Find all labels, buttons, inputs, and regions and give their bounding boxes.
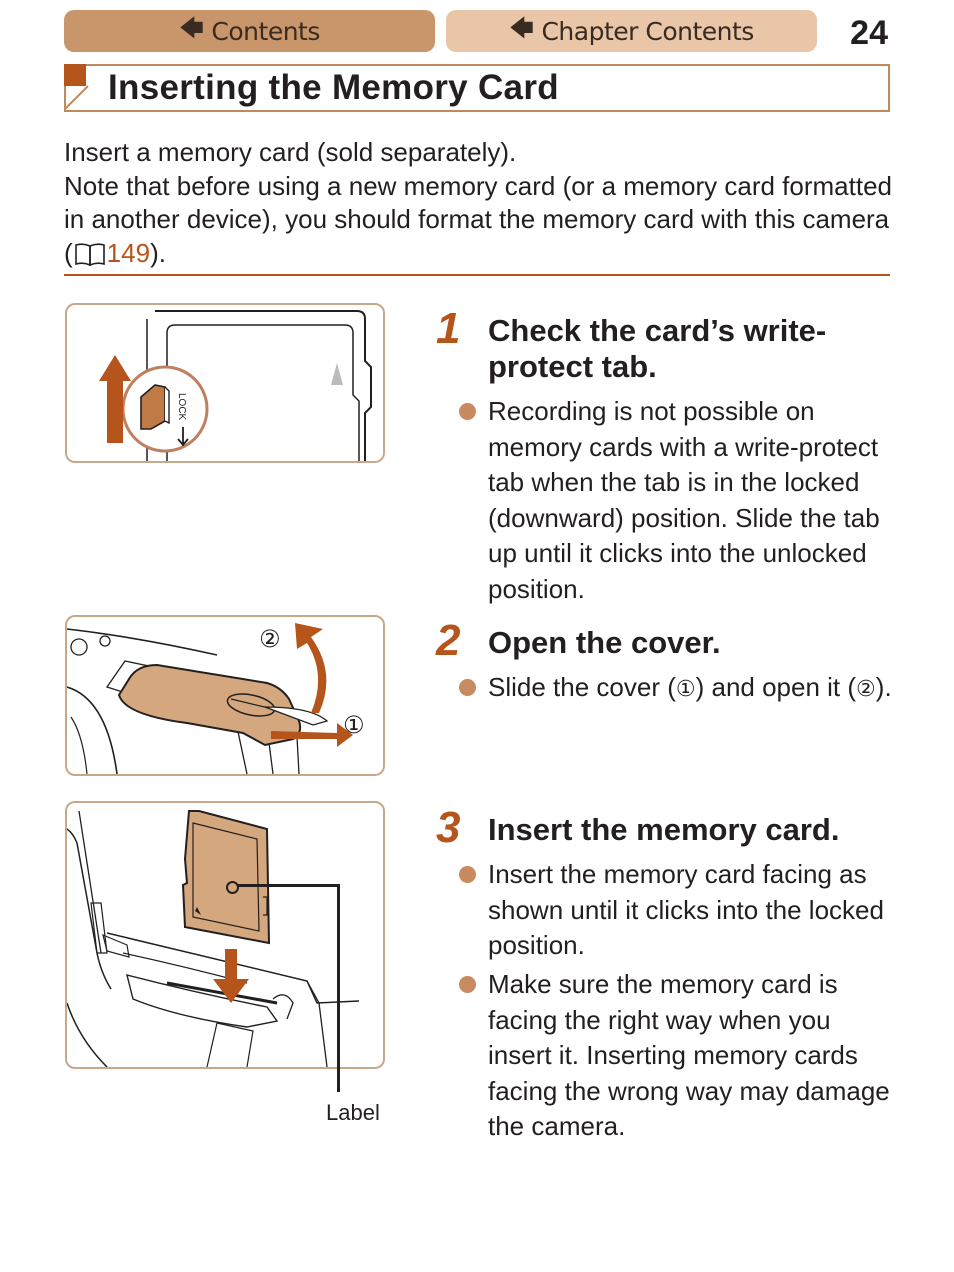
step-2-number: 2 — [436, 616, 461, 665]
step-2-bullet-text-2: ) and open it ( — [695, 672, 857, 702]
bullet-dot-icon — [459, 866, 476, 883]
section-title: Inserting the Memory Card — [108, 68, 559, 107]
step-1-number: 1 — [436, 304, 461, 353]
step-1-title: Check the card’s write-protect tab. — [488, 313, 827, 384]
step-1-bullet-1: Recording is not possible on memory cards with a write-protect tab when the tab is in the locked (downward) position. Slide the tab up until it clicks into the unlocked position. — [488, 396, 880, 604]
page-number: 24 — [850, 14, 888, 52]
intro-line-1: Insert a memory card (sold separately). — [64, 137, 517, 167]
page-reference-number: 149 — [106, 237, 151, 268]
bullet-dot-icon — [459, 976, 476, 993]
label-callout-line-v — [337, 884, 340, 1092]
bullet-dot-icon — [459, 403, 476, 420]
write-protect-drawing — [67, 305, 383, 461]
intro-text — [64, 136, 894, 270]
intro-line-2 — [64, 170, 894, 271]
chapter-contents-button[interactable] — [446, 10, 817, 52]
step-2-title: Open the cover. — [488, 625, 721, 660]
section-corner-line — [64, 64, 110, 110]
step-2-bullet-text-3: ). — [875, 672, 892, 702]
step-2-marker-2: ② — [856, 676, 876, 701]
bullet-dot-icon — [459, 679, 476, 696]
book-icon — [74, 242, 106, 266]
intro-divider — [64, 274, 890, 276]
illustration-open-cover — [65, 615, 385, 776]
step-2-bullet-text-1: Slide the cover ( — [488, 672, 676, 702]
left-arrow-icon: 🡄 — [179, 13, 204, 42]
step-3-bullet-2: Make sure the memory card is facing the right way when you insert it. Inserting memory cards facing the wrong way may damage the camera. — [488, 969, 890, 1141]
step-3-title: Insert the memory card. — [488, 812, 840, 847]
illustration-write-protect — [65, 303, 385, 463]
open-cover-drawing — [67, 617, 383, 774]
label-caption: Label — [326, 1100, 380, 1125]
chapter-contents-label: Chapter Contents — [541, 16, 754, 46]
label-callout-point — [226, 881, 239, 894]
page-reference-link[interactable] — [73, 238, 150, 268]
step-3-number: 3 — [436, 803, 461, 852]
left-arrow-icon: 🡄 — [509, 13, 534, 42]
step-2-marker-1: ① — [675, 676, 696, 701]
step-3-bullet-1: Insert the memory card facing as shown until it clicks into the locked position. — [488, 859, 884, 960]
lock-label: LOCK — [176, 393, 187, 421]
intro-line-2-end: ). — [150, 237, 166, 268]
contents-button[interactable] — [64, 10, 435, 52]
step-2-bullet-1 — [488, 670, 898, 707]
cover-marker-1: ① — [343, 711, 365, 739]
cover-marker-2: ② — [259, 625, 281, 653]
intro-line-2-text: Note that before using a new memory card (or a memory card formatted in another device), you should format the memory card with this camera ( — [64, 170, 893, 268]
contents-label: Contents — [211, 16, 320, 46]
insert-card-drawing — [67, 803, 383, 1067]
label-callout-line-h — [237, 884, 340, 887]
